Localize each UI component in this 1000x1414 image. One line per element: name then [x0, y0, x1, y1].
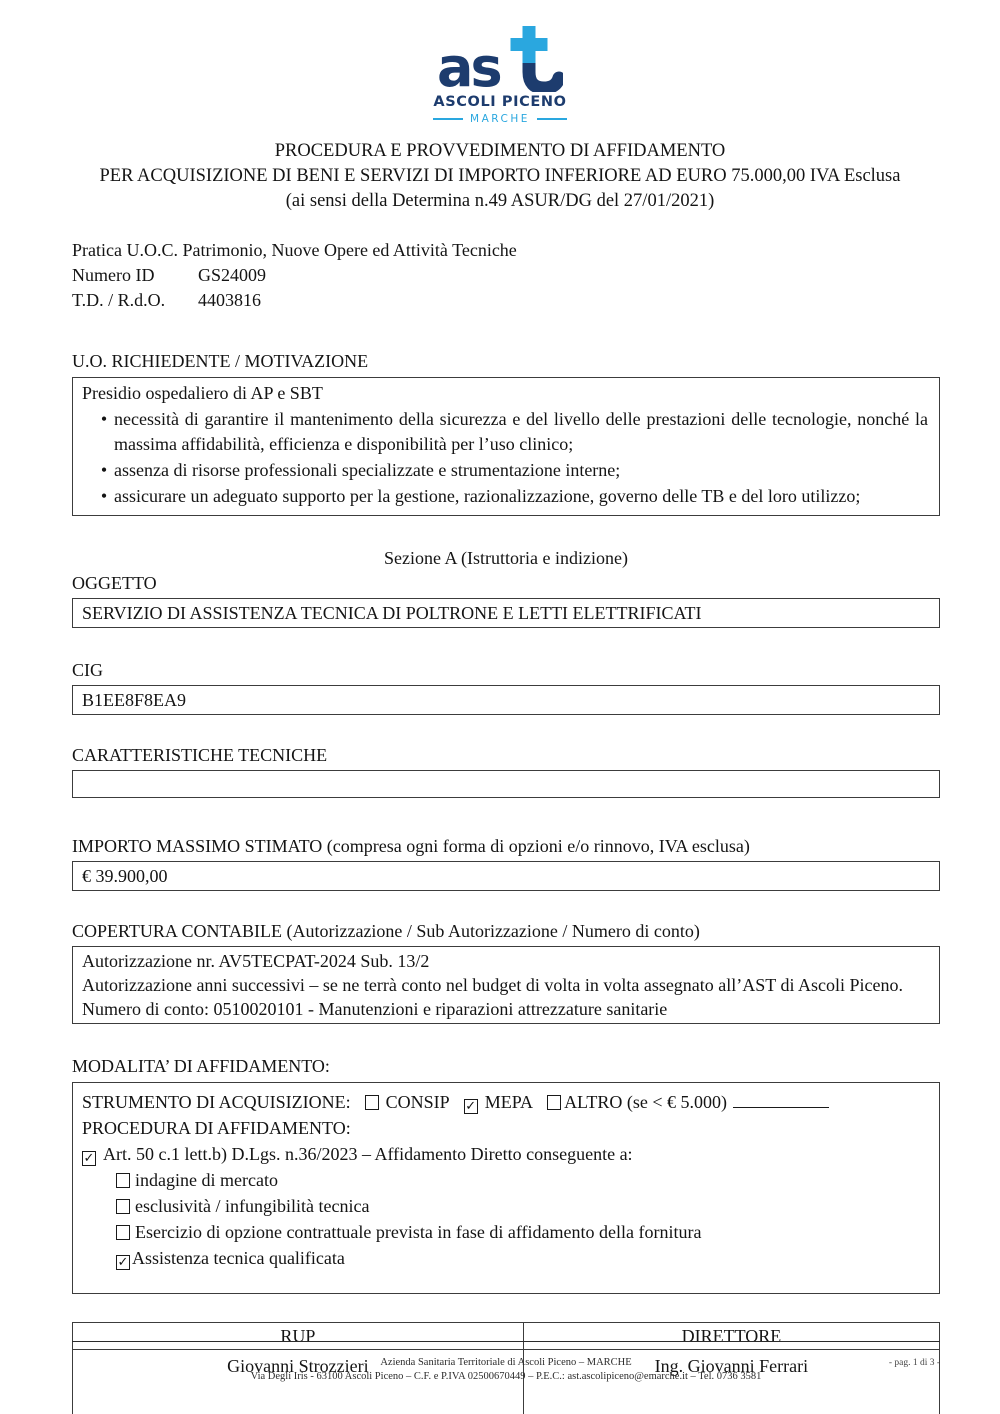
title-line-2: PER ACQUISIZIONE DI BENI E SERVIZI DI IMPORTO INFERIORE AD EURO 75.000,00 IVA Esclusa — [99, 166, 901, 186]
strumento-row — [82, 1089, 930, 1115]
importo-value-box: € 39.900,00 — [72, 861, 940, 891]
td-rdo-value: 4403816 — [198, 290, 261, 310]
mepa-label: MEPA — [484, 1092, 534, 1112]
copertura-line: Autorizzazione nr. AV5TECPAT-2024 Sub. 13/2 — [82, 951, 430, 971]
bullet-icon: • — [100, 486, 108, 506]
richiedente-box — [72, 377, 940, 516]
rup-name: Giovanni Strozzieri — [73, 1350, 524, 1414]
sub-item-esclusivita — [116, 1193, 930, 1219]
logo-region-text: MARCHE — [470, 113, 530, 125]
esclusivita-checkbox — [116, 1199, 130, 1214]
motivazione-bullet — [82, 458, 930, 483]
footer-org: Azienda Sanitaria Territoriale di Ascoli Piceno – MARCHE — [380, 1357, 632, 1368]
bullet-text: assenza di risorse professionali specializzate e strumentazione interne; — [114, 460, 621, 480]
copertura-box — [72, 946, 940, 1024]
pratica-block — [72, 238, 940, 313]
procedura-label: PROCEDURA DI AFFIDAMENTO: — [82, 1118, 351, 1138]
indagine-label: indagine di mercato — [135, 1170, 278, 1190]
esclusivita-label: esclusività / infungibilità tecnica — [135, 1196, 370, 1216]
numero-id-value: GS24009 — [198, 265, 267, 285]
direttore-name: Ing. Giovanni Ferrari — [523, 1350, 939, 1414]
logo-as-text: as — [437, 36, 500, 92]
mepa-checkbox: ✓ — [465, 1099, 477, 1114]
bullet-text: assicurare un adeguato supporto per la gestione, razionalizzazione, governo delle TB e del loro utilizzo; — [114, 486, 861, 506]
option-consip — [365, 1092, 450, 1112]
oggetto-label: OGGETTO — [72, 573, 157, 593]
page-footer — [72, 1341, 940, 1384]
richiedente-intro: Presidio ospedaliero di AP e SBT — [82, 383, 323, 403]
copertura-line: Autorizzazione anni successivi – se ne terrà conto nel budget di volta in volta assegnato all’AST di Ascoli Piceno. — [82, 975, 903, 995]
sub-item-indagine — [116, 1167, 930, 1193]
footer-address: Via Degli Iris - 63100 Ascoli Piceno – C.F. e P.IVA 02500670449 – P.E.C.: ast.ascolipiceno@emarche.it – Tel. 0736 3581 — [250, 1371, 762, 1382]
cig-value-box: B1EE8F8EA9 — [72, 685, 940, 715]
esercizio-checkbox — [116, 1225, 130, 1240]
sezione-a-heading: Sezione A (Istruttoria e indizione) — [384, 548, 628, 568]
bullet-icon: • — [100, 409, 108, 429]
ast-logo-mark-icon — [437, 26, 563, 92]
ast-logo — [0, 0, 1000, 125]
caratteristiche-label: CARATTERISTICHE TECNICHE — [72, 745, 328, 765]
altro-fill-line — [733, 1094, 829, 1108]
page-number: - pag. 1 di 3 - — [888, 1358, 940, 1368]
consip-label: CONSIP — [385, 1092, 450, 1112]
caratteristiche-value-box — [72, 770, 940, 798]
richiedente-heading: U.O. RICHIEDENTE / MOTIVAZIONE — [72, 351, 369, 371]
option-mepa — [464, 1092, 533, 1112]
bullet-icon: • — [100, 460, 108, 480]
oggetto-value-box: SERVIZIO DI ASSISTENZA TECNICA DI POLTRONE E LETTI ELETTRIFICATI — [72, 598, 940, 628]
cig-label: CIG — [72, 660, 103, 680]
option-altro — [547, 1092, 727, 1112]
assistenza-label: Assistenza tecnica qualificata — [132, 1248, 345, 1268]
rup-header: RUP — [73, 1323, 524, 1350]
logo-city-text: ASCOLI PICENO — [433, 94, 567, 110]
motivazione-bullet — [82, 484, 930, 509]
logo-region-row — [0, 113, 1000, 125]
importo-label: IMPORTO MASSIMO STIMATO (compresa ogni forma di opzioni e/o rinnovo, IVA esclusa) — [72, 836, 750, 856]
art50-checkbox: ✓ — [83, 1151, 95, 1166]
motivazione-bullet — [82, 407, 930, 457]
altro-label: ALTRO (se < € 5.000) — [564, 1092, 728, 1112]
modalita-heading: MODALITA’ DI AFFIDAMENTO: — [72, 1056, 330, 1076]
logo-rule-left — [433, 118, 463, 120]
pratica-uoc: Pratica U.O.C. Patrimonio, Nuove Opere ed Attività Tecniche — [72, 240, 517, 260]
art50-item — [82, 1141, 930, 1167]
title-line-3: (ai sensi della Determina n.49 ASUR/DG del 27/01/2021) — [285, 191, 715, 211]
consip-checkbox — [365, 1095, 379, 1110]
sub-item-esercizio — [116, 1219, 930, 1245]
esercizio-label: Esercizio di opzione contrattuale prevista in fase di affidamento della fornitura — [135, 1222, 702, 1242]
direttore-header: DIRETTORE — [523, 1323, 939, 1350]
modalita-box — [72, 1082, 940, 1294]
altro-checkbox — [547, 1095, 561, 1110]
indagine-checkbox — [116, 1173, 130, 1188]
title-line-1: PROCEDURA E PROVVEDIMENTO DI AFFIDAMENTO — [274, 141, 726, 161]
numero-id-row — [72, 263, 940, 288]
assistenza-checkbox: ✓ — [117, 1255, 129, 1270]
copertura-line: Numero di conto: 0510020101 - Manutenzioni e riparazioni attrezzature sanitarie — [82, 999, 668, 1019]
logo-rule-right — [537, 118, 567, 120]
td-rdo-label: T.D. / R.d.O. — [72, 290, 166, 310]
copertura-label: COPERTURA CONTABILE (Autorizzazione / Sub Autorizzazione / Numero di conto) — [72, 921, 700, 941]
document-title — [0, 139, 1000, 214]
logo-plus-horizontal — [511, 38, 548, 51]
numero-id-label: Numero ID — [72, 265, 155, 285]
strumento-label: STRUMENTO DI ACQUISIZIONE: — [82, 1092, 351, 1112]
sub-item-assistenza — [116, 1245, 930, 1271]
art50-label: Art. 50 c.1 lett.b) D.Lgs. n.36/2023 – Affidamento Diretto conseguente a: — [103, 1144, 633, 1164]
td-rdo-row — [72, 288, 940, 313]
bullet-text: necessità di garantire il mantenimento della sicurezza e del livello delle prestazioni delle tecnologie, nonché la massima affidabilità, efficienza e disponibilità per l’uso clinico; — [114, 409, 928, 454]
